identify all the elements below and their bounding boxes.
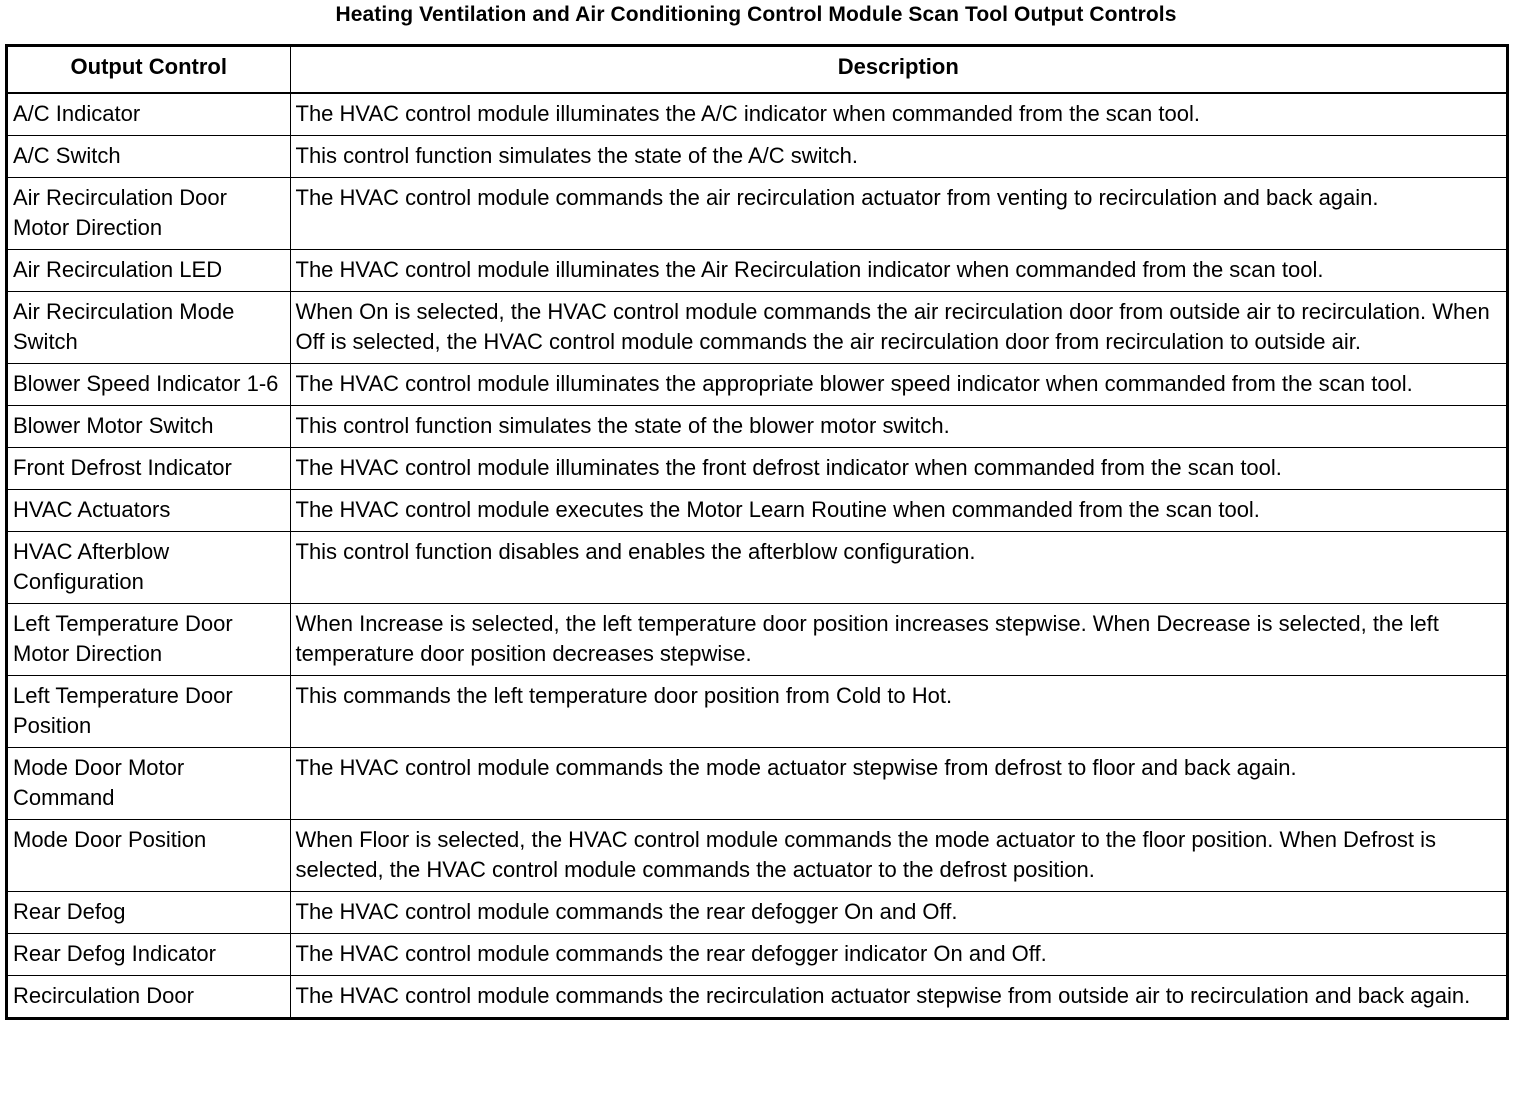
output-control-cell: HVAC Actuators — [8, 490, 290, 532]
table-row — [8, 93, 1506, 136]
output-control-cell: Left Temperature Door Position — [8, 676, 290, 748]
description-cell: This commands the left temperature door position from Cold to Hot. — [290, 676, 1506, 748]
table-row — [8, 178, 1506, 250]
column-header-output-control: Output Control — [8, 47, 290, 93]
output-controls-table — [5, 44, 1509, 1020]
description-cell: This control function disables and enables the afterblow configuration. — [290, 532, 1506, 604]
output-control-cell: Rear Defog Indicator — [8, 934, 290, 976]
output-control-cell: Recirculation Door — [8, 976, 290, 1018]
description-cell: This control function simulates the state of the A/C switch. — [290, 136, 1506, 178]
description-cell: The HVAC control module commands the recirculation actuator stepwise from outside air to recirculation and back again. — [290, 976, 1506, 1018]
output-control-cell: Mode Door Motor Command — [8, 748, 290, 820]
output-control-cell: Left Temperature Door Motor Direction — [8, 604, 290, 676]
description-cell: The HVAC control module illuminates the appropriate blower speed indicator when commanded from the scan tool. — [290, 364, 1506, 406]
table-row — [8, 448, 1506, 490]
description-cell: The HVAC control module illuminates the Air Recirculation indicator when commanded from the scan tool. — [290, 250, 1506, 292]
description-cell: When Floor is selected, the HVAC control module commands the mode actuator to the floor position. When Defrost is selected, the HVAC control module commands the actuator to the defrost position. — [290, 820, 1506, 892]
table-row — [8, 406, 1506, 448]
description-cell: The HVAC control module illuminates the front defrost indicator when commanded from the scan tool. — [290, 448, 1506, 490]
table-row — [8, 604, 1506, 676]
description-cell: The HVAC control module commands the mode actuator stepwise from defrost to floor and back again. — [290, 748, 1506, 820]
table-row — [8, 250, 1506, 292]
page-title: Heating Ventilation and Air Conditioning Control Module Scan Tool Output Controls — [335, 3, 1177, 26]
output-control-cell: Air Recirculation Door Motor Direction — [8, 178, 290, 250]
table-row — [8, 532, 1506, 604]
output-control-cell: A/C Indicator — [8, 93, 290, 136]
output-control-cell: Front Defrost Indicator — [8, 448, 290, 490]
description-cell: The HVAC control module executes the Motor Learn Routine when commanded from the scan tool. — [290, 490, 1506, 532]
table-row — [8, 892, 1506, 934]
output-control-cell: Air Recirculation LED — [8, 250, 290, 292]
output-control-cell: Rear Defog — [8, 892, 290, 934]
table-row — [8, 136, 1506, 178]
output-control-cell: Blower Speed Indicator 1-6 — [8, 364, 290, 406]
table-row — [8, 976, 1506, 1018]
table-row — [8, 934, 1506, 976]
output-control-cell: A/C Switch — [8, 136, 290, 178]
description-cell: When On is selected, the HVAC control module commands the air recirculation door from outside air to recirculation. When Off is selected, the HVAC control module commands the air recirculation door from recirculation to outside air. — [290, 292, 1506, 364]
table-row — [8, 364, 1506, 406]
table-row — [8, 748, 1506, 820]
description-cell: The HVAC control module commands the rear defogger indicator On and Off. — [290, 934, 1506, 976]
column-header-description: Description — [290, 47, 1506, 93]
output-control-cell: Air Recirculation Mode Switch — [8, 292, 290, 364]
description-cell: The HVAC control module commands the air recirculation actuator from venting to recirculation and back again. — [290, 178, 1506, 250]
table-row — [8, 490, 1506, 532]
table-row — [8, 676, 1506, 748]
output-control-cell: Mode Door Position — [8, 820, 290, 892]
description-cell: The HVAC control module illuminates the A/C indicator when commanded from the scan tool. — [290, 93, 1506, 136]
description-cell: When Increase is selected, the left temperature door position increases stepwise. When Decrease is selected, the left temperature door position decreases stepwise. — [290, 604, 1506, 676]
output-control-cell: HVAC Afterblow Configuration — [8, 532, 290, 604]
description-cell: The HVAC control module commands the rear defogger On and Off. — [290, 892, 1506, 934]
table-header-row — [8, 47, 1506, 93]
description-cell: This control function simulates the state of the blower motor switch. — [290, 406, 1506, 448]
table-row — [8, 292, 1506, 364]
output-control-cell: Blower Motor Switch — [8, 406, 290, 448]
table-row — [8, 820, 1506, 892]
